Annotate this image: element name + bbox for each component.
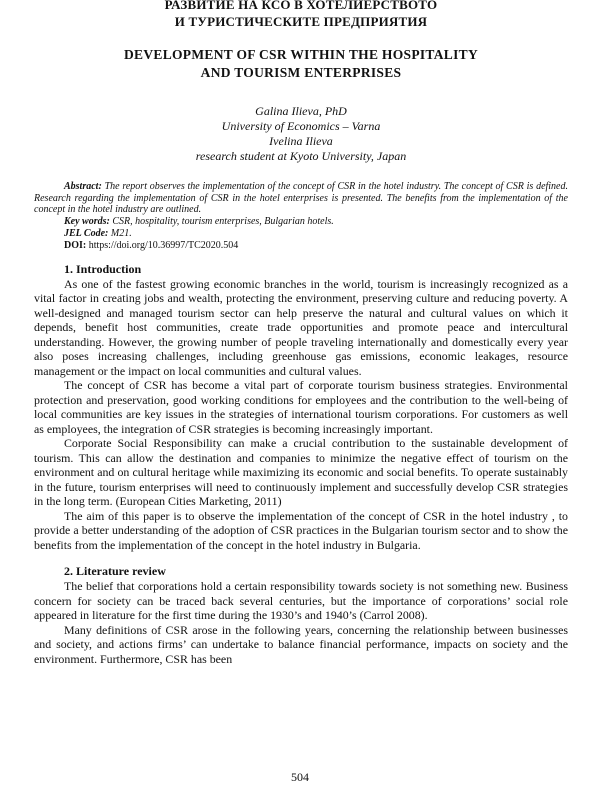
- paragraph: Corporate Social Responsibility can make a crucial contribution to the sustainable development of tourism. This can allow the destination and companies to minimize the negative effect of tourism on the environment and on cultural heritage while maximizing its economic and social benefits. To operate sustainably in the future, tourism enterprises will need to continuously implement and successfully develop CSR strategies in the long term. (European Cities Marketing, 2011): [34, 436, 568, 508]
- paper-page: [34, 0, 568, 666]
- paragraph: As one of the fastest growing economic branches in the world, tourism is increasingly recognized as a vital factor in creating jobs and wealth, protecting the environment, preserving culture and reducing poverty. A well-designed and managed tourism sector can help preserve the natural and cultural values on which it depends, benefit host communities, create trade opportunities and promote peace and intercultural understanding. However, the growing number of people traveling internationally and domestically every year also poses increasing challenges, including greenhouse gas emissions, economic leakages, resource management or the impact on local communities and cultural values.: [34, 276, 568, 378]
- doi-line: [64, 240, 568, 252]
- abstract-label: Abstract:: [64, 181, 102, 192]
- title-english: [34, 46, 568, 82]
- title-bg-line: И ТУРИСТИЧЕСКИТЕ ПРЕДПРИЯТИЯ: [174, 14, 428, 29]
- author-affiliation: University of Economics – Varna: [221, 119, 381, 133]
- section-heading-literature-review: 2. Literature review: [64, 564, 166, 578]
- section-heading-introduction: 1. Introduction: [64, 261, 142, 276]
- author-name: Ivelina Ilieva: [269, 134, 333, 148]
- title-bulgarian: [34, 0, 568, 30]
- title-en-line: DEVELOPMENT OF CSR WITHIN THE HOSPITALITY: [124, 47, 478, 62]
- jel-label: JEL Code:: [64, 227, 109, 239]
- doi-label: DOI:: [64, 239, 87, 251]
- paragraph: Many definitions of CSR arose in the following years, concerning the relationship between businesses and society, and actions firms’ can undertake to balance financial performance, impacts on society and the environment. Furthermore, CSR has been: [34, 622, 568, 666]
- paragraph: The aim of this paper is to observe the implementation of the concept of CSR in the hotel industry , to provide a better understanding of the adoption of CSR practices in the Bulgarian tourism sector and to show the benefits from the implementation of the concept in the hotel industry in Bulgaria.: [34, 508, 568, 552]
- keywords-label: Key words:: [64, 215, 110, 227]
- paragraph: The belief that corporations hold a certain responsibility towards society is not something new. Business concern for society can be traced back several centuries, but the importance of corporations’ social role appeared in literature for the first time during the 1930’s and 1940’s (Carrol 2008).: [34, 579, 568, 622]
- jel-line: [64, 228, 568, 240]
- paragraph: The concept of CSR has become a vital part of corporate tourism business strategies. Environmental protection and preservation, good working conditions for employees and the contribution to the well-being of local communities are key issues in the strategies of international tourism corporations. For customers as well as employees, the integration of CSR strategies is becoming increasingly important.: [34, 378, 568, 436]
- jel-value: M21.: [110, 227, 132, 239]
- keywords-value: CSR, hospitality, tourism enterprises, Bulgarian hotels.: [112, 215, 334, 227]
- doi-link[interactable]: https://doi.org/10.36997/TC2020.504: [88, 239, 239, 251]
- page-number: 504: [291, 770, 309, 784]
- title-en-line: AND TOURISM ENTERPRISES: [200, 65, 402, 80]
- author-affiliation: research student at Kyoto University, Japan: [195, 149, 407, 163]
- abstract: [34, 181, 568, 216]
- title-bg-line: РАЗВИТИЕ НА КСО В ХОТЕЛИЕРСТВОТО: [164, 0, 438, 12]
- keywords-line: [64, 216, 568, 228]
- author-block: [34, 104, 568, 164]
- author-name: Galina Ilieva, PhD: [255, 104, 347, 118]
- abstract-text: The report observes the implementation of the concept of CSR in the hotel industry. The concept of CSR is defined. Research regarding the implementation of CSR in the hotel enterprises is presented. The benefits from the implementation of the concept in the hotel industry are outlined.: [34, 181, 568, 215]
